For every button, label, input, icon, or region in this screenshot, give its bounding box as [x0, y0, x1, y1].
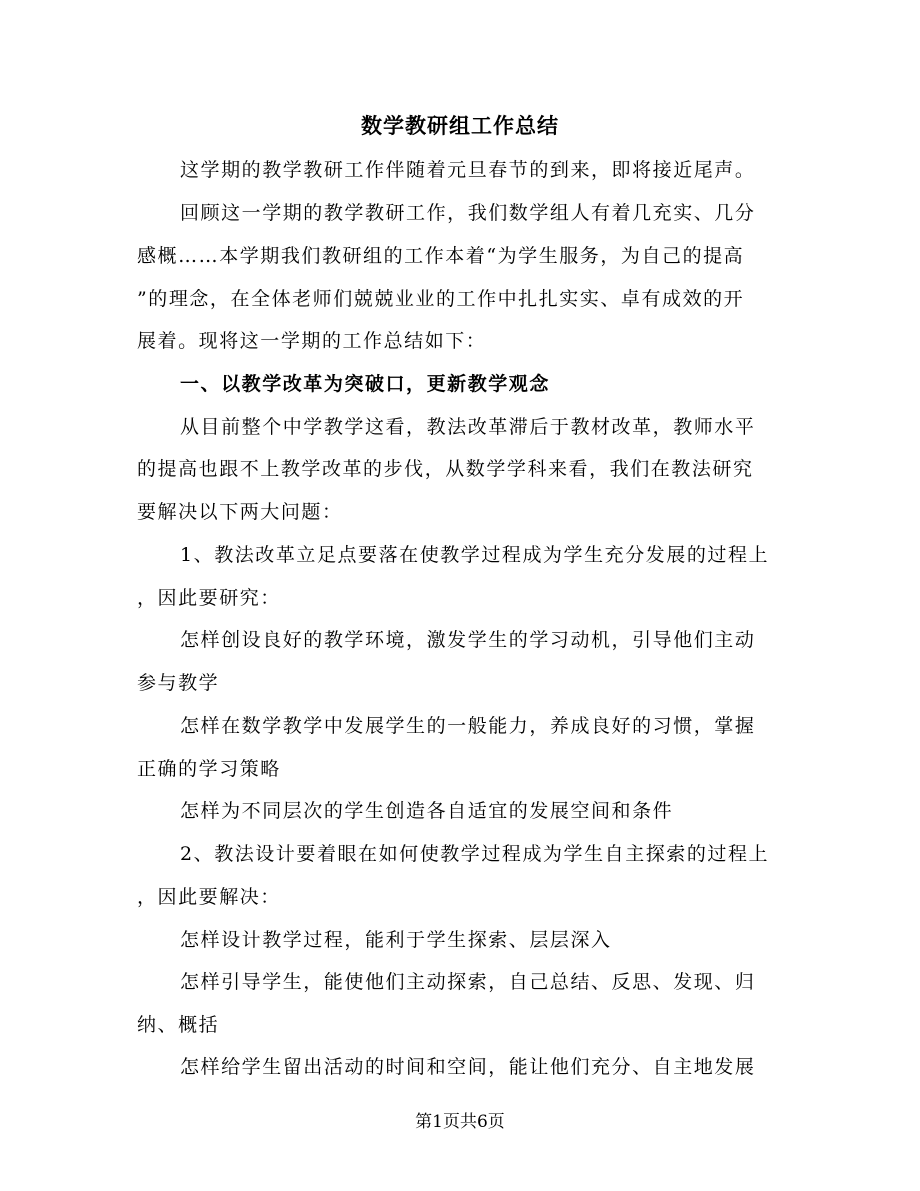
paragraph-line: ”的理念，在全体老师们兢兢业业的工作中扎扎实实、卓有成效的开 [137, 288, 745, 310]
paragraph-line: 回顾这一学期的教学教研工作，我们数学组人有着几充实、几分 [180, 202, 756, 224]
paragraph-line: 怎样设计教学过程，能利于学生探索、层层深入 [180, 929, 612, 951]
document-title: 数学教研组工作总结 [361, 113, 559, 138]
paragraph-line: 正确的学习策略 [137, 758, 281, 780]
paragraph-line: 怎样给学生留出活动的时间和空间，能让他们充分、自主地发展 [180, 1056, 756, 1078]
paragraph-line: 感概……本学期我们教研组的工作本着“为学生服务，为自己的提高 [137, 245, 745, 267]
paragraph-line: 怎样引导学生，能使他们主动探索，自己总结、反思、发现、归 [180, 971, 756, 993]
paragraph-line: 参与教学 [137, 672, 220, 694]
paragraph-line: 1、教法改革立足点要落在使教学过程成为学生充分发展的过程上 [180, 544, 770, 566]
paragraph-line: 纳、概括 [137, 1014, 220, 1036]
paragraph-line: 展着。现将这一学期的工作总结如下： [137, 330, 487, 352]
paragraph-line: 怎样在数学教学中发展学生的一般能力，养成良好的习惯，掌握 [180, 715, 756, 737]
paragraph-line: 怎样创设良好的教学环境，激发学生的学习动机，引导他们主动 [180, 629, 756, 651]
paragraph-line: ，因此要研究： [137, 587, 281, 609]
paragraph-line: 2、教法设计要着眼在如何使教学过程成为学生自主探索的过程上 [180, 843, 770, 865]
paragraph-line: ，因此要解决： [137, 886, 281, 908]
page-number: 第1页共6页 [415, 1112, 505, 1132]
paragraph-line: 的提高也跟不上教学改革的步伐，从数学学科来看，我们在教法研究 [137, 458, 754, 480]
paragraph-line: 要解决以下两大问题： [137, 501, 343, 523]
paragraph-line: 这学期的教学教研工作伴随着元旦春节的到来，即将接近尾声。 [180, 159, 756, 181]
paragraph-line: 从目前整个中学教学这看，教法改革滞后于教材改革，教师水平 [180, 416, 756, 438]
paragraph-line: 怎样为不同层次的学生创造各自适宜的发展空间和条件 [180, 800, 674, 822]
section-heading: 一、以教学改革为突破口，更新教学观念 [180, 373, 550, 395]
